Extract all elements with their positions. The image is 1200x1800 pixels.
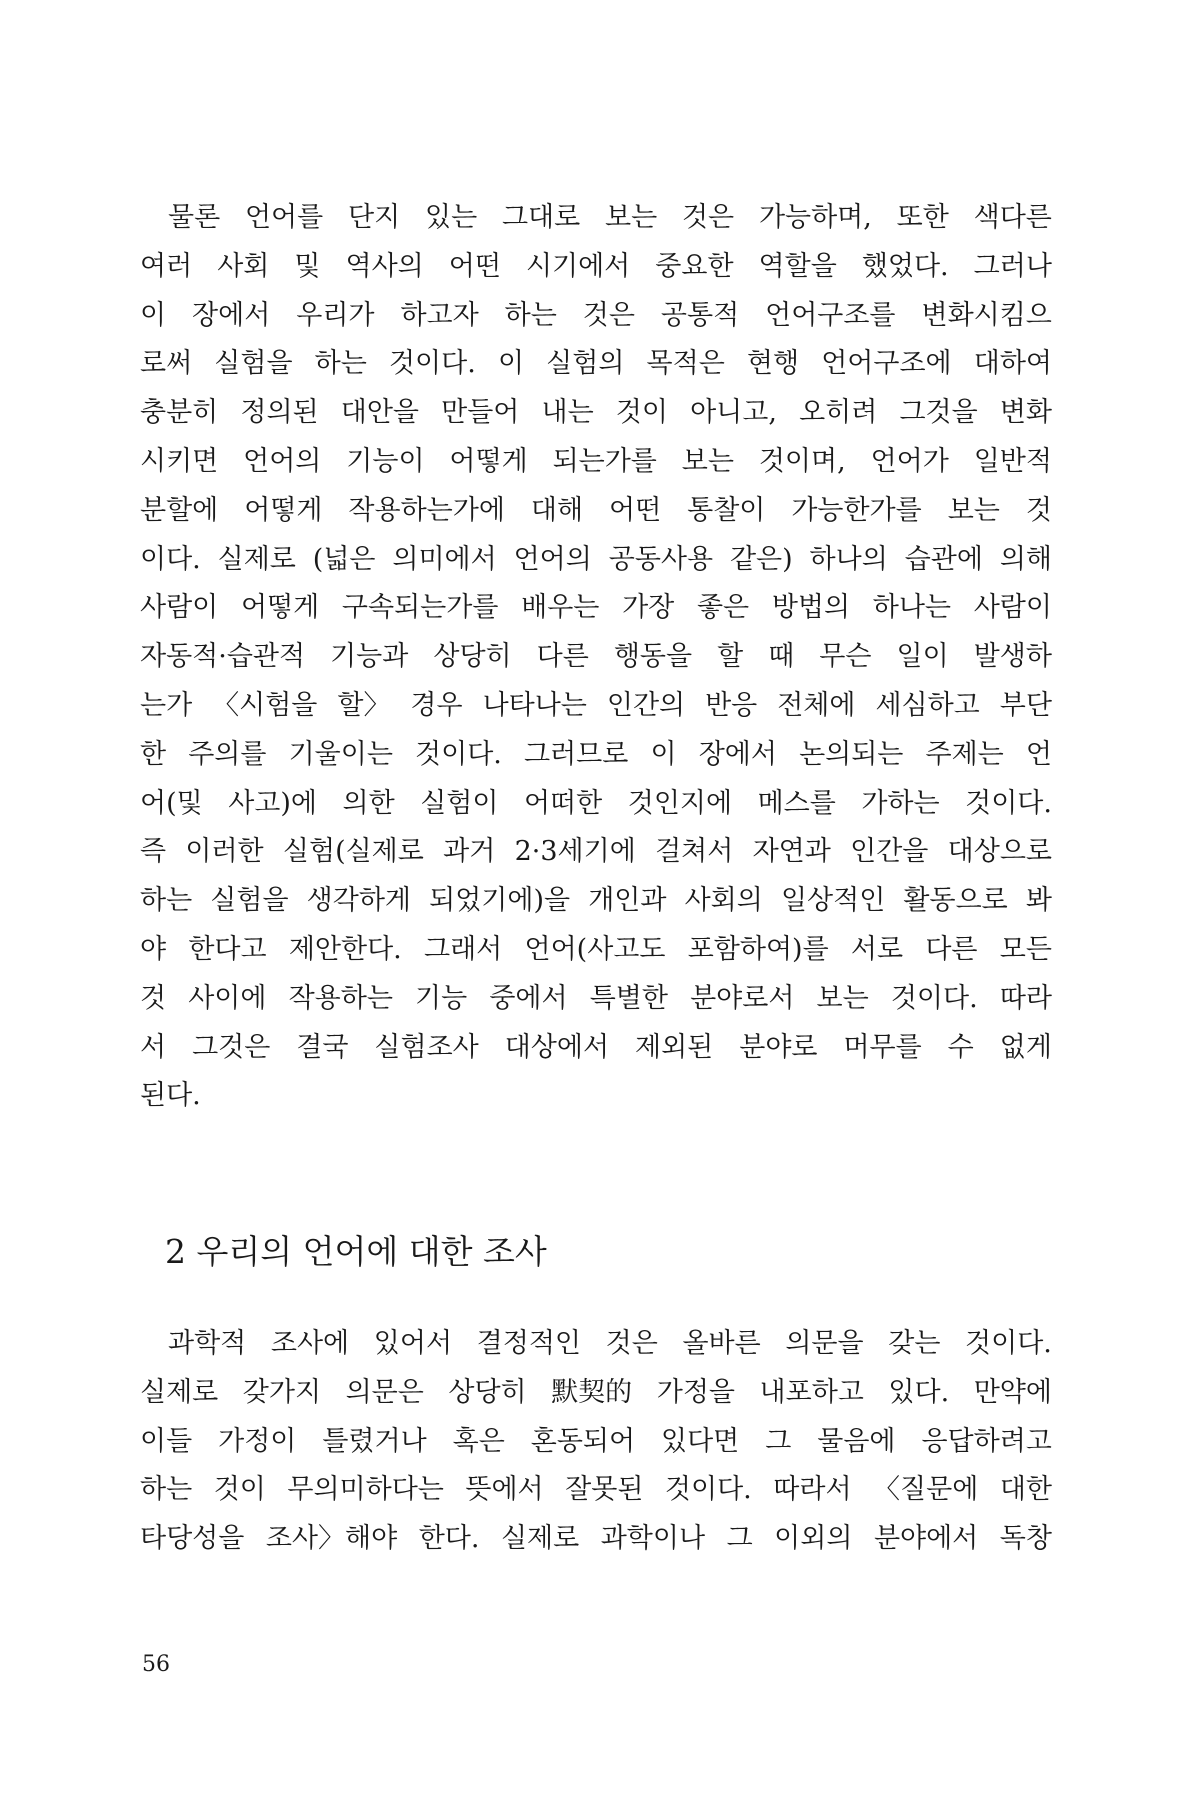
word: 활동으로	[903, 885, 1008, 917]
word: 나타나는	[482, 689, 587, 721]
word: 하는	[140, 1474, 193, 1506]
word: 언어구조를	[765, 299, 896, 331]
text-line	[140, 1515, 1052, 1564]
word: 것이다.	[890, 982, 978, 1014]
word: 우리가	[296, 299, 375, 331]
word: 경우	[410, 689, 463, 721]
word: 그	[765, 1425, 792, 1457]
text-line	[140, 926, 1052, 975]
word: 서로	[850, 933, 904, 965]
word: 〈시험을	[212, 689, 318, 721]
word: 있다.	[888, 1376, 950, 1408]
word: 장에서	[192, 299, 271, 331]
word: 있는	[424, 202, 478, 233]
word: 따라	[999, 982, 1052, 1014]
word: 것이	[615, 397, 668, 429]
word: 변화	[999, 397, 1052, 429]
word: 가하는	[861, 787, 940, 819]
text-line	[140, 243, 1052, 292]
word: 언어의	[513, 543, 592, 575]
word: 어떤	[608, 494, 662, 526]
word: 하는	[314, 348, 367, 380]
word: 의한	[342, 787, 395, 819]
word: 있어서	[373, 1328, 453, 1359]
word: 뜻에서	[465, 1474, 544, 1506]
text-line	[140, 731, 1052, 780]
word: 중요한	[655, 250, 734, 282]
word: 언어(사고도	[524, 933, 666, 965]
word: 대하여	[973, 348, 1052, 380]
word: 이들	[140, 1425, 193, 1457]
word: 이다.	[140, 543, 201, 575]
word: 자연과	[752, 836, 831, 868]
word: 과학이나	[600, 1523, 706, 1555]
word: 하는	[140, 885, 193, 917]
word: 일반적	[973, 445, 1052, 477]
word: 그러므로	[524, 738, 629, 770]
word: 의문은	[345, 1376, 424, 1408]
word: 한다.	[418, 1523, 480, 1555]
word: 작용하는가에	[348, 494, 505, 526]
word: 전체에	[777, 689, 856, 721]
word: 한다고	[188, 933, 267, 965]
word: 것은	[582, 299, 635, 331]
word: 어떻게	[449, 445, 528, 477]
word: 무의미하다는	[287, 1474, 444, 1506]
word: 그것을	[899, 397, 978, 429]
word: 것이다.	[388, 348, 476, 380]
word: 수	[947, 1031, 974, 1063]
word: 색다른	[973, 202, 1052, 233]
word: 습관에	[904, 543, 983, 575]
word: 2·3세기에	[514, 836, 636, 868]
word: 실제로	[500, 1523, 580, 1555]
word: 변화시킴으	[921, 299, 1052, 331]
word: 세심하고	[875, 689, 980, 721]
word: 분야로서	[690, 982, 795, 1014]
word: 사람이	[973, 592, 1052, 624]
word: 시기에서	[525, 250, 631, 282]
word: 의해	[999, 543, 1052, 575]
word: 것이다.	[664, 1474, 752, 1506]
paragraph-2	[140, 1320, 1052, 1564]
word: 한	[140, 738, 167, 770]
text-line	[140, 438, 1052, 487]
word: 분야로	[739, 1031, 818, 1063]
word: 과학적	[168, 1328, 247, 1359]
word: 는가	[140, 689, 193, 721]
word: 것	[1025, 494, 1052, 526]
word: 하는	[504, 299, 557, 331]
word: 일이	[896, 641, 949, 673]
word: 默契的	[551, 1376, 633, 1408]
word: 하나는	[872, 592, 952, 624]
word: 것인지에	[627, 787, 733, 819]
word: 이러한	[185, 836, 264, 868]
word: 했었다.	[861, 250, 949, 282]
text-line	[140, 975, 1052, 1024]
text-line	[140, 1369, 1052, 1418]
text-line	[140, 1418, 1052, 1467]
word: 그래서	[424, 933, 503, 965]
word: 갖가지	[242, 1376, 322, 1408]
word: 대안을	[340, 397, 419, 429]
text-line	[140, 1072, 1052, 1121]
word: 아니고,	[690, 397, 777, 429]
text-line	[140, 292, 1052, 341]
word: 봐	[1025, 885, 1052, 917]
word: 언	[1025, 738, 1052, 770]
word: 사회	[217, 250, 270, 282]
word: 실험을	[210, 885, 289, 917]
word: 인간을	[850, 836, 929, 868]
text-line	[140, 1320, 1052, 1369]
word: 생각하게	[306, 885, 411, 917]
word: 실제로	[140, 1376, 219, 1408]
word: 혼동되어	[530, 1425, 636, 1457]
word: 내포하고	[759, 1376, 864, 1408]
word: 여러	[140, 250, 193, 282]
word: 역할을	[758, 250, 837, 282]
word: 공동사용	[608, 543, 714, 575]
word: 할〉	[337, 689, 391, 721]
word: 보는	[605, 202, 658, 233]
word: 실험이	[420, 787, 499, 819]
word: 이	[650, 738, 677, 770]
word: 방법의	[771, 592, 851, 624]
word: 결국	[296, 1031, 349, 1063]
word: 배우는	[521, 592, 600, 624]
word: 의미에서	[392, 543, 497, 575]
word: 분야에서	[873, 1523, 979, 1555]
word: 논의되는	[799, 738, 904, 770]
word: 잘못된	[565, 1474, 644, 1506]
word: 따라서	[773, 1474, 852, 1506]
word: 충분히	[140, 397, 219, 429]
word: 혹은	[452, 1425, 505, 1457]
word: 올바른	[682, 1328, 761, 1359]
word: 기능이	[346, 445, 425, 477]
word: 무슨	[819, 641, 872, 673]
word: 특별한	[589, 982, 668, 1014]
word: 어떤	[448, 250, 501, 282]
word: 사이에	[188, 982, 267, 1014]
text-line	[140, 536, 1052, 585]
word: 자동적·습관적	[140, 641, 306, 673]
word: 그	[726, 1523, 753, 1555]
word: 되는가를	[552, 445, 657, 477]
word: 보는	[947, 494, 1000, 526]
text-line	[140, 877, 1052, 926]
word: 중에서	[489, 982, 568, 1014]
text-line	[140, 1024, 1052, 1073]
word: 보는	[816, 982, 869, 1014]
word: 하나의	[809, 543, 888, 575]
word: 응답하려고	[921, 1425, 1052, 1457]
word: 어(및	[140, 787, 203, 819]
word: 구속되는가를	[341, 592, 499, 624]
text-line	[140, 828, 1052, 877]
word: 것이다.	[965, 1328, 1052, 1359]
word: 것이	[213, 1474, 266, 1506]
word: 실험조사	[374, 1031, 479, 1063]
word: 가장	[622, 592, 675, 624]
word: 된다.	[140, 1080, 201, 1112]
word: 사람이	[140, 592, 219, 624]
word: 되었기에)을	[429, 885, 571, 917]
word: 만약에	[973, 1376, 1052, 1408]
word: 가능한가를	[791, 494, 922, 526]
word: 물론	[168, 202, 221, 233]
word: 어떻게	[240, 592, 320, 624]
word: 실제로	[217, 543, 296, 575]
word: 것은	[681, 202, 735, 233]
word: 일상적인	[780, 885, 886, 917]
word: 다른	[536, 641, 589, 673]
word: 기능과	[330, 641, 409, 673]
word: 포함하여)를	[687, 933, 829, 965]
word: 분할에	[140, 494, 219, 526]
word: 가정이	[218, 1425, 297, 1457]
word: 없게	[999, 1031, 1052, 1063]
text-line	[140, 1466, 1052, 1515]
word: 기능	[415, 982, 468, 1014]
word: 결정적인	[476, 1328, 581, 1359]
word: 독창	[999, 1523, 1052, 1555]
word: 같은)	[729, 543, 793, 575]
word: 이	[497, 348, 525, 380]
word: 만들어	[441, 397, 520, 429]
word: 있다면	[661, 1425, 740, 1457]
word: 어떠한	[523, 787, 603, 819]
word: 실험의	[546, 348, 625, 380]
word: 야	[140, 933, 167, 965]
word: 걸쳐서	[655, 836, 734, 868]
section-heading: 2 우리의 언어에 대한 조사	[165, 1232, 547, 1271]
word: 단지	[348, 202, 401, 233]
word: 틀렸거나	[322, 1425, 427, 1457]
word: 현행	[746, 348, 800, 380]
word: 모든	[999, 933, 1052, 965]
text-line	[140, 780, 1052, 829]
word: 실험(실제로	[282, 836, 424, 868]
text-line	[140, 584, 1052, 633]
word: 역사의	[345, 250, 424, 282]
page-number: 56	[142, 1652, 170, 1677]
word: 목적은	[646, 348, 725, 380]
text-line	[140, 389, 1052, 438]
word: 사회의	[684, 885, 763, 917]
word: 오히려	[799, 397, 878, 429]
word: 그것은	[192, 1031, 271, 1063]
word: 그대로	[501, 202, 581, 233]
word: 기울이는	[288, 738, 393, 770]
word: 로써	[140, 348, 193, 380]
word: 할	[717, 641, 744, 673]
word: 사고)에	[228, 787, 317, 819]
word: 대한	[999, 1474, 1052, 1506]
word: 의문을	[785, 1328, 864, 1359]
word: 〈질문에	[873, 1474, 979, 1506]
text-line	[140, 633, 1052, 682]
word: 머무를	[843, 1031, 922, 1063]
word: 서	[140, 1031, 167, 1063]
word: 대상으로	[947, 836, 1052, 868]
paragraph-1	[140, 194, 1052, 1121]
text-line	[140, 340, 1052, 389]
word: 가능하며,	[758, 202, 872, 233]
word: 조사〉해야	[265, 1523, 398, 1555]
word: 즉	[140, 836, 167, 868]
word: 언어가	[870, 445, 949, 477]
word: 주제는	[925, 738, 1004, 770]
word: 물음에	[817, 1425, 896, 1457]
word: 언어의	[243, 445, 322, 477]
word: 것이며,	[758, 445, 846, 477]
word: 작용하는	[288, 982, 393, 1014]
word: 대해	[530, 494, 584, 526]
word: 언어구조에	[821, 348, 952, 380]
word: 반응	[705, 689, 758, 721]
word: 행동을	[613, 641, 693, 673]
word: 인간의	[606, 689, 686, 721]
word: 조사에	[270, 1328, 350, 1359]
word: 장에서	[698, 738, 777, 770]
word: 공통적	[660, 299, 740, 331]
word: 실험을	[214, 348, 293, 380]
word: 정의된	[240, 397, 319, 429]
text-line	[140, 682, 1052, 731]
word: 하고자	[400, 299, 479, 331]
word: 그러나	[973, 250, 1052, 282]
word: 때	[768, 641, 795, 673]
word: 어떻게	[244, 494, 323, 526]
text-line	[140, 487, 1052, 536]
word: 부단	[999, 689, 1052, 721]
word: 이	[140, 299, 167, 331]
word: 과거	[443, 836, 496, 868]
word: 메스를	[757, 787, 836, 819]
word: 제안한다.	[288, 933, 402, 965]
word: 발생하	[973, 641, 1052, 673]
word: 및	[294, 250, 321, 282]
word: 상당히	[448, 1376, 527, 1408]
word: 것	[140, 982, 167, 1014]
word: 시키면	[140, 445, 219, 477]
word: 주의를	[188, 738, 267, 770]
word: 대상에서	[504, 1031, 610, 1063]
word: 가정을	[656, 1376, 735, 1408]
word: 개인과	[588, 885, 667, 917]
word: 언어를	[244, 202, 324, 233]
word: 통찰이	[687, 494, 766, 526]
word: 보는	[681, 445, 734, 477]
word: (넓은	[312, 543, 376, 575]
word: 내는	[541, 397, 594, 429]
text-line	[140, 194, 1052, 243]
word: 또한	[896, 202, 949, 233]
word: 다른	[925, 933, 978, 965]
word: 상당히	[433, 641, 512, 673]
word: 것은	[605, 1328, 658, 1359]
word: 갖는	[888, 1328, 941, 1359]
word: 것이다.	[965, 787, 1052, 819]
word: 것이다.	[415, 738, 502, 770]
word: 이외의	[774, 1523, 853, 1555]
word: 좋은	[696, 592, 750, 624]
word: 타당성을	[140, 1523, 245, 1555]
word: 제외된	[635, 1031, 714, 1063]
